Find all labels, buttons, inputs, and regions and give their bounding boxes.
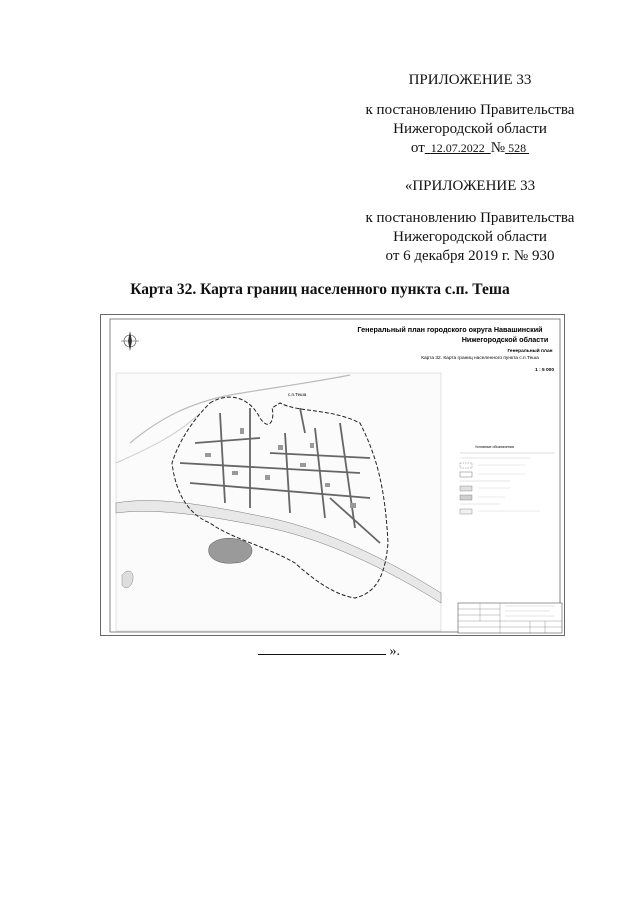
resolution-date-value: 12.07.2022: [430, 141, 485, 155]
date-prefix: от: [410, 140, 425, 156]
resolution-number-value: 528: [508, 141, 527, 155]
map-subheader1: Генеральный план: [507, 349, 553, 354]
signature-blank: [258, 640, 386, 655]
resolution-date: [425, 141, 491, 155]
appendix-current-line1: к постановлению Правительства: [365, 102, 575, 118]
map-header-line1: Генеральный план городского округа Навашинский: [357, 325, 543, 334]
appendix-current: [340, 71, 600, 158]
appendix-current-line2: Нижегородской области: [393, 121, 547, 137]
appendix-current-date-line: [340, 139, 600, 158]
legend-title: Условные обозначения: [475, 445, 514, 449]
title-block-stamp: [458, 603, 562, 633]
appendix-current-heading: ПРИЛОЖЕНИЕ 33: [408, 72, 532, 88]
map-header-line2: Нижегородской области: [461, 335, 549, 344]
appendix-original: [340, 177, 600, 266]
appendix-original-line2: Нижегородской области: [393, 229, 547, 245]
map-scale: 1 : 5 000: [535, 368, 554, 373]
settlement-label: с.п.Теша: [288, 392, 307, 397]
lake-shape: [209, 538, 252, 563]
map-subheader2: Карта 32. Карта границ населенного пункта с.п.Теша: [421, 356, 539, 361]
appendix-original-line1: к постановлению Правительства: [365, 210, 575, 226]
document-title: Карта 32. Карта границ населенного пункта с.п. Теша: [130, 281, 510, 298]
map-body: [116, 373, 441, 631]
map-sheet: [100, 313, 565, 636]
resolution-number: [505, 141, 529, 155]
appendix-original-heading: «ПРИЛОЖЕНИЕ 33: [404, 178, 536, 194]
map-drawing: [100, 313, 565, 636]
closing-quote: ».: [389, 644, 400, 659]
closing-line: [258, 640, 400, 660]
number-sign: №: [490, 140, 506, 156]
appendix-original-line3: от 6 декабря 2019 г. № 930: [385, 248, 555, 264]
